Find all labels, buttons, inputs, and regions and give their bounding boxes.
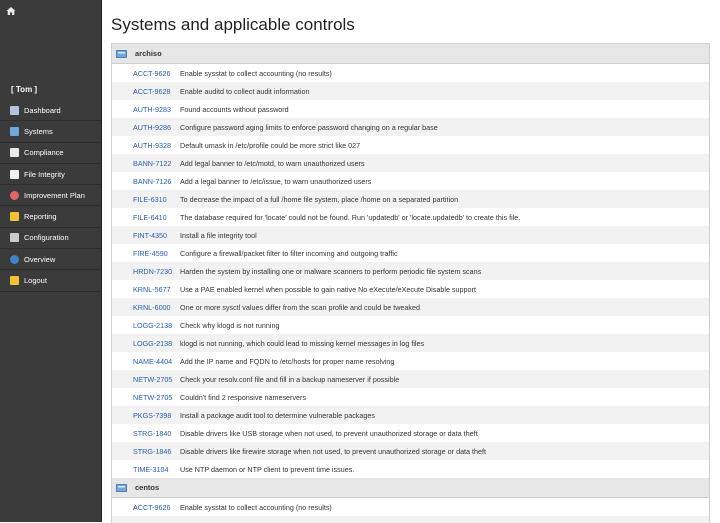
table-row bbox=[112, 208, 709, 226]
table-row bbox=[112, 498, 709, 516]
control-description: Default umask in /etc/profile could be more strict like 027 bbox=[180, 140, 361, 150]
sidebar-item-improvement-plan[interactable] bbox=[0, 185, 101, 206]
control-id-link[interactable]: HRDN-7230 bbox=[133, 266, 173, 276]
file-integrity-icon bbox=[10, 170, 19, 179]
table-row bbox=[112, 118, 709, 136]
control-description: Found accounts without password bbox=[180, 104, 289, 114]
control-description: Disable drivers like firewire storage when not used, to prevent unauthorized storage or data theft bbox=[180, 446, 487, 456]
sidebar-item-overview[interactable] bbox=[0, 249, 101, 270]
sidebar-item-label: Systems bbox=[24, 126, 53, 136]
table-row bbox=[112, 316, 709, 334]
control-description: Couldn't find 2 responsive nameservers bbox=[180, 392, 307, 402]
control-description: Configure a firewall/packet filter to filter incoming and outgoing traffic bbox=[180, 248, 398, 258]
control-id-link[interactable]: NETW-2705 bbox=[133, 392, 173, 402]
table-row bbox=[112, 298, 709, 316]
control-description: klogd is not running, which could lead to missing kernel messages in log files bbox=[180, 338, 425, 348]
systems-icon bbox=[10, 127, 19, 136]
control-description: Enable sysstat to collect accounting (no results) bbox=[180, 502, 332, 512]
sidebar-item-label: Compliance bbox=[24, 148, 64, 158]
sidebar-item-label: File Integrity bbox=[24, 169, 65, 179]
control-description: To decrease the impact of a full /home file system, place /home on a separated partition bbox=[180, 194, 459, 204]
table-row bbox=[112, 460, 709, 478]
home-icon[interactable] bbox=[6, 6, 16, 16]
server-icon bbox=[116, 50, 127, 58]
table-row bbox=[112, 334, 709, 352]
dashboard-icon bbox=[10, 106, 19, 115]
overview-icon bbox=[10, 255, 19, 264]
table-row bbox=[112, 442, 709, 460]
control-id-link[interactable]: AUTH-9283 bbox=[133, 104, 171, 114]
control-id-link[interactable]: NAME-4404 bbox=[133, 356, 173, 366]
control-id-link[interactable]: STRG-1840 bbox=[133, 428, 172, 438]
control-description: Add the IP name and FQDN to /etc/hosts for proper name resolving bbox=[180, 356, 395, 366]
table-row bbox=[112, 370, 709, 388]
sidebar-item-dashboard[interactable] bbox=[0, 100, 101, 121]
control-description: Add a legal banner to /etc/issue, to warn unauthorized users bbox=[180, 176, 372, 186]
sidebar-item-label: Dashboard bbox=[24, 105, 61, 115]
logout-icon bbox=[10, 276, 19, 285]
table-row bbox=[112, 154, 709, 172]
control-id-link[interactable]: ACCT-9626 bbox=[133, 68, 171, 78]
table-row bbox=[112, 64, 709, 82]
sidebar-item-logout[interactable] bbox=[0, 270, 101, 291]
improvement-plan-icon bbox=[10, 191, 19, 200]
system-header bbox=[112, 44, 709, 64]
table-row bbox=[112, 226, 709, 244]
control-id-link[interactable]: FINT-4350 bbox=[133, 230, 167, 240]
page-title: Systems and applicable controls bbox=[111, 15, 355, 34]
control-id-link[interactable]: AUTH-9286 bbox=[133, 122, 171, 132]
control-description: Use a PAE enabled kernel when possible to gain native No eXecute/eXecute Disable support bbox=[180, 284, 476, 294]
control-description: Harden the system by installing one or malware scanners to perform periodic file system scans bbox=[180, 266, 482, 276]
control-id-link[interactable]: KRNL-6000 bbox=[133, 302, 171, 312]
control-description: The database required for 'locate' could not be found. Run 'updatedb' or 'locate.updatedb' to create this file. bbox=[180, 212, 521, 222]
sidebar-item-configuration[interactable] bbox=[0, 228, 101, 249]
sidebar-item-label: Improvement Plan bbox=[24, 190, 85, 200]
controls-table bbox=[111, 43, 710, 523]
sidebar-item-label: Configuration bbox=[24, 233, 69, 243]
control-id-link[interactable]: FIRE-4590 bbox=[133, 248, 168, 258]
compliance-icon bbox=[10, 148, 19, 157]
control-id-link[interactable]: LOGG-2138 bbox=[133, 338, 173, 348]
control-id-link[interactable]: AUTH-9328 bbox=[133, 140, 171, 150]
sidebar-nav bbox=[0, 100, 101, 292]
control-description: One or more sysctl values differ from the scan profile and could be tweaked bbox=[180, 302, 420, 312]
table-row bbox=[112, 100, 709, 118]
system-name: archiso bbox=[135, 49, 162, 58]
control-id-link[interactable]: FILE-6310 bbox=[133, 194, 167, 204]
sidebar-item-label: Overview bbox=[24, 254, 56, 264]
system-header bbox=[112, 478, 709, 498]
control-id-link[interactable]: STRG-1846 bbox=[133, 446, 172, 456]
sidebar-item-file-integrity[interactable] bbox=[0, 164, 101, 185]
table-row bbox=[112, 406, 709, 424]
table-row bbox=[112, 388, 709, 406]
control-id-link[interactable]: TIME-3104 bbox=[133, 464, 169, 474]
table-row bbox=[112, 262, 709, 280]
control-description: Install a file integrity tool bbox=[180, 230, 257, 240]
control-id-link[interactable]: KRNL-5677 bbox=[133, 284, 171, 294]
sidebar-item-compliance[interactable] bbox=[0, 143, 101, 164]
control-id-link[interactable]: ACCT-9626 bbox=[133, 502, 171, 512]
server-icon bbox=[116, 484, 127, 492]
table-row bbox=[112, 352, 709, 370]
control-id-link[interactable]: ACCT-9628 bbox=[133, 86, 171, 96]
control-description: Enable auditd to collect audit information bbox=[180, 86, 310, 96]
table-row bbox=[112, 244, 709, 262]
control-description: Check why klogd is not running bbox=[180, 320, 280, 330]
control-id-link[interactable]: LOGG-2138 bbox=[133, 320, 173, 330]
control-description: Use NTP daemon or NTP client to prevent time issues. bbox=[180, 464, 355, 474]
main-content bbox=[102, 0, 720, 522]
control-id-link[interactable]: FILE-6410 bbox=[133, 212, 167, 222]
control-id-link[interactable]: BANN-7122 bbox=[133, 158, 172, 168]
sidebar-item-reporting[interactable] bbox=[0, 206, 101, 227]
control-id-link[interactable]: PKGS-7398 bbox=[133, 410, 172, 420]
control-description: Install a package audit tool to determine vulnerable packages bbox=[180, 410, 375, 420]
table-row bbox=[112, 172, 709, 190]
system-name: centos bbox=[135, 483, 160, 492]
table-row bbox=[112, 424, 709, 442]
control-description: Disable drivers like USB storage when not used, to prevent unauthorized storage or data theft bbox=[180, 428, 478, 438]
sidebar-item-label: Logout bbox=[24, 276, 47, 286]
control-description: Enable sysstat to collect accounting (no results) bbox=[180, 68, 332, 78]
user-label: [ Tom ] bbox=[11, 85, 38, 94]
control-id-link[interactable]: NETW-2705 bbox=[133, 374, 173, 384]
sidebar bbox=[0, 0, 102, 522]
configuration-icon bbox=[10, 233, 19, 242]
reporting-icon bbox=[10, 212, 19, 221]
control-description: Check your resolv.conf file and fill in a backup nameserver if possible bbox=[180, 374, 400, 384]
table-row bbox=[112, 82, 709, 100]
control-description: Add legal banner to /etc/motd, to warn unauthorized users bbox=[180, 158, 365, 168]
table-row bbox=[112, 280, 709, 298]
sidebar-item-systems[interactable] bbox=[0, 121, 101, 142]
control-description: Configure password aging limits to enforce password changing on a regular base bbox=[180, 122, 438, 132]
control-id-link[interactable]: BANN-7126 bbox=[133, 176, 172, 186]
table-row bbox=[112, 190, 709, 208]
sidebar-item-label: Reporting bbox=[24, 212, 57, 222]
table-row bbox=[112, 136, 709, 154]
